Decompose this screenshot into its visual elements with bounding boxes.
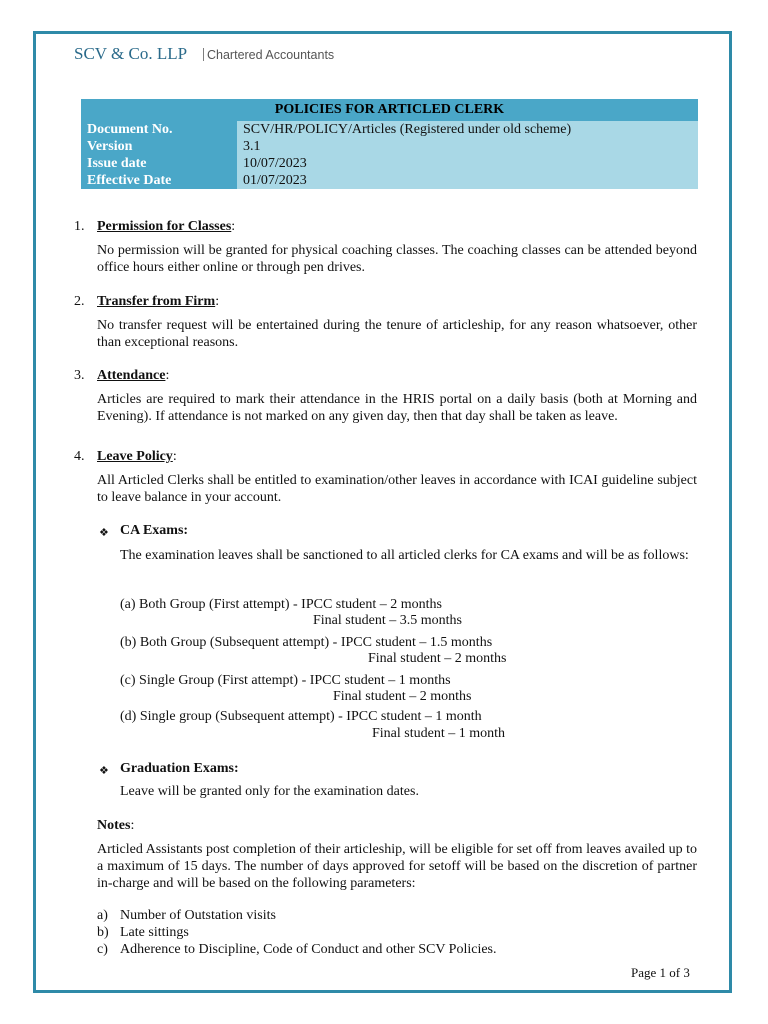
- table-row: [81, 138, 698, 155]
- section-number: 3.: [74, 368, 85, 383]
- section-title: Permission for Classes: [97, 219, 232, 234]
- row-label: Effective Date: [81, 172, 237, 189]
- ca-exams-title: CA Exams:: [120, 523, 189, 538]
- section-heading: [97, 449, 177, 465]
- section-text: No permission will be granted for physical coaching classes. The coaching classes can be attended beyond office hours either online or through pen drives.: [97, 243, 697, 275]
- diamond-bullet-icon: ❖: [99, 527, 109, 539]
- document-info-table: [81, 99, 698, 189]
- notes-title: Notes: [97, 818, 131, 833]
- diamond-bullet-icon: ❖: [99, 765, 109, 777]
- exam-item-final: Final student – 1 month: [372, 726, 505, 741]
- firm-name: SCV & Co. LLP: [74, 44, 188, 63]
- firm-subtitle: Chartered Accountants: [207, 48, 335, 62]
- row-value: 3.1: [237, 138, 698, 155]
- exam-item: (b) Both Group (Subsequent attempt) - IPCC student – 1.5 months: [120, 635, 493, 650]
- notes-colon: :: [130, 818, 135, 833]
- section-colon: :: [215, 294, 220, 309]
- exam-item: (c) Single Group (First attempt) - IPCC student – 1 months: [120, 673, 451, 688]
- graduation-text: Leave will be granted only for the examination dates.: [120, 784, 419, 799]
- section-text: All Articled Clerks shall be entitled to examination/other leaves in accordance with ICAI guideline subject to leave balance in your account.: [97, 473, 697, 505]
- exam-item: (d) Single group (Subsequent attempt) - IPCC student – 1 month: [120, 709, 482, 724]
- section-number: 2.: [74, 294, 85, 309]
- section-colon: :: [231, 219, 236, 234]
- table-row: [81, 172, 698, 189]
- row-value: 10/07/2023: [237, 155, 698, 172]
- section-colon: :: [172, 449, 177, 464]
- section-number: 1.: [74, 219, 85, 234]
- section-heading: [97, 294, 219, 310]
- header-separator: |: [202, 46, 206, 62]
- table-row: [81, 121, 698, 138]
- exam-item: (a) Both Group (First attempt) - IPCC student – 2 months: [120, 597, 442, 612]
- row-label: Document No.: [81, 121, 237, 138]
- note-item: Adherence to Discipline, Code of Conduct and other SCV Policies.: [120, 942, 497, 957]
- exam-item-final: Final student – 2 months: [333, 689, 472, 704]
- row-label: Issue date: [81, 155, 237, 172]
- notes-heading: [97, 818, 134, 834]
- note-item-label: a): [97, 908, 108, 923]
- note-item: Number of Outstation visits: [120, 908, 276, 923]
- section-title: Transfer from Firm: [97, 294, 216, 309]
- exam-item-final: Final student – 2 months: [368, 651, 507, 666]
- graduation-title: Graduation Exams:: [120, 761, 239, 776]
- exam-item-final: Final student – 3.5 months: [313, 613, 462, 628]
- section-heading: [97, 219, 235, 235]
- ca-exams-intro: The examination leaves shall be sanctioned to all articled clerks for CA exams and will be as follows:: [120, 548, 689, 563]
- section-number: 4.: [74, 449, 85, 464]
- note-item-label: b): [97, 925, 109, 940]
- page-number: Page 1 of 3: [631, 965, 690, 980]
- section-title: Leave Policy: [97, 449, 173, 464]
- note-item-label: c): [97, 942, 108, 957]
- row-value: 01/07/2023: [237, 172, 698, 189]
- row-label: Version: [81, 138, 237, 155]
- row-value: SCV/HR/POLICY/Articles (Registered under old scheme): [237, 121, 698, 138]
- section-heading: [97, 368, 169, 384]
- section-text: No transfer request will be entertained during the tenure of articleship, for any reason whatsoever, other than exceptional reasons.: [97, 318, 697, 350]
- policy-title: POLICIES FOR ARTICLED CLERK: [81, 99, 698, 121]
- section-colon: :: [165, 368, 170, 383]
- section-text: Articles are required to mark their attendance in the HRIS portal on a daily basis (both at Morning and Evening). If attendance is not marked on any given day, then that day shall be taken as leave.: [97, 392, 697, 424]
- note-item: Late sittings: [120, 925, 189, 940]
- section-title: Attendance: [97, 368, 166, 383]
- table-row: [81, 155, 698, 172]
- notes-text: Articled Assistants post completion of their articleship, will be eligible for set off from leaves availed up to a maximum of 15 days. The number of days approved for setoff will be based on the discretion of partner in-charge and will be based on the following parameters:: [97, 842, 697, 891]
